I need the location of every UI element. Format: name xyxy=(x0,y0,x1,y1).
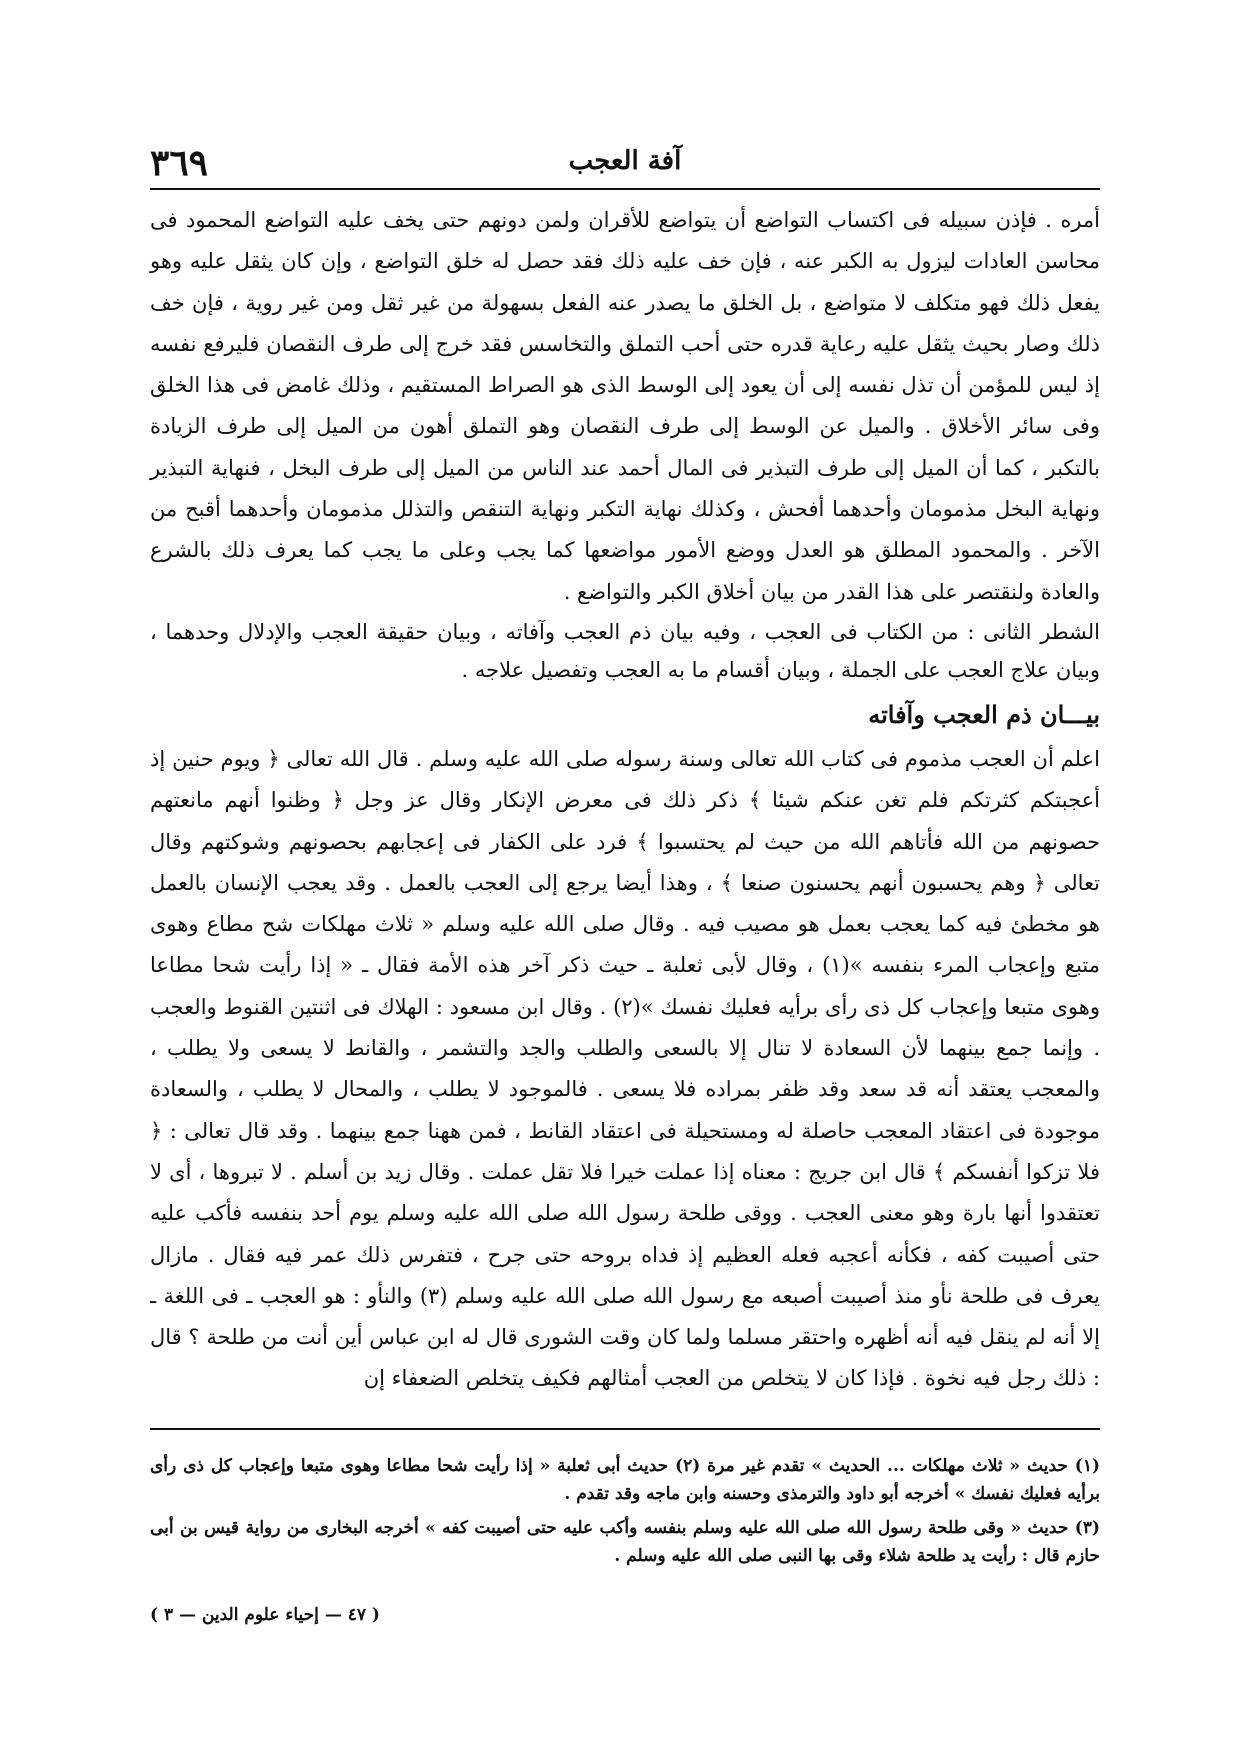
volume-signature: ( ٤٧ — إحياء علوم الدين — ٣ ) xyxy=(150,1605,380,1625)
paragraph: اعلم أن العجب مذموم فى كتاب الله تعالى وسنة رسوله صلى الله عليه وسلم . قال الله تعالى ﴿ ويوم حنين إذ أعجبتكم كثرتكم فلم تغن عنكم شيئا ﴾ ذكر ذلك فى معرض الإنكار وقال عز وجل ﴿ وظنوا أنهم مانعتهم حصونهم من الله فأتاهم الله من حيث لم يحتسبوا ﴾ فرد على الكفار فى إعجابهم بحصونهم وشوكتهم وقال تعالى ﴿ وهم يحسبون أنهم يحسنون صنعا ﴾ ، وهذا أيضا يرجع إلى العجب بالعمل . وقد يعجب الإنسان بالعمل هو مخطئ فيه كما يعجب بعمل هو مصيب فيه . وقال صلى الله عليه وسلم « ثلاث مهلكات شح مطاع وهوى متبع وإعجاب المرء بنفسه »(١) ، وقال لأبى ثعلبة ـ حيث ذكر آخر هذه الأمة فقال ـ « إذا رأيت شحا مطاعا وهوى متبعا وإعجاب كل ذى رأى برأيه فعليك نفسك »(٢) . وقال ابن مسعود : الهلاك فى اثنتين القنوط والعجب . وإنما جمع بينهما لأن السعادة لا تنال إلا بالسعى والطلب والجد والتشمر ، والقانط لا يسعى ولا يطلب ، والمعجب يعتقد أنه قد سعد وقد ظفر بمراده فلا يسعى . فالموجود لا يطلب ، والمحال لا يطلب ، والسعادة موجودة فى اعتقاد المعجب حاصلة له ومستحيلة فى اعتقاد القانط ، فمن ههنا جمع بينهما . وقد قال تعالى : ﴿ فلا تزكوا أنفسكم ﴾ قال ابن جريج : معناه إذا عملت خيرا فلا تقل عملت . وقال زيد بن أسلم . لا تبروها ، أى لا تعتقدوا أنها بارة وهو معنى العجب . ووقى طلحة رسول الله صلى الله عليه وسلم يوم أحد بنفسه فأكب عليه حتى أصيبت كفه ، فكأنه أعجبه فعله العظيم إذ فداه بروحه حتى جرح ، فتفرس ذلك عمر فيه فقال . مازال يعرف فى طلحة نأو منذ أصيبت أصبعه مع رسول الله صلى الله عليه وسلم (٣) والنأو : هو العجب ـ فى اللغة ـ إلا أنه لم ينقل فيه أنه أظهره واحتقر مسلما ولما كان وقت الشورى قال له ابن عباس أين أنت من طلحة ؟ قال : ذلك رجل فيه نخوة . فإذا كان لا يتخلص من العجب أمثالهم فكيف يتخلص الضعفاء إن xyxy=(150,746,1100,1391)
footnotes xyxy=(150,1452,1100,1570)
paragraph: أمره . فإذن سبيله فى اكتساب التواضع أن يتواضع للأقران ولمن دونهم حتى يخف عليه التواضع المحمود فى محاسن العادات ليزول به الكبر عنه ، فإن خف عليه ذلك فقد حصل له خلق التواضع ، وإن كان يثقل عليه وهو يفعل ذلك فهو متكلف لا متواضع ، بل الخلق ما يصدر عنه الفعل بسهولة من غير ثقل ومن غير روية ، فإن خف ذلك وصار بحيث يثقل عليه رعاية قدره حتى أحب التملق والتخاسس فقد خرج إلى طرف النقصان فليرفع نفسه إذ ليس للمؤمن أن تذل نفسه إلى أن يعود إلى الوسط الذى هو الصراط المستقيم ، وذلك غامض فى هذا الخلق وفى سائر الأخلاق . والميل عن الوسط إلى طرف النقصان وهو التملق أهون من الميل إلى طرف الزيادة بالتكبر ، كما أن الميل إلى طرف التبذير فى المال أحمد عند الناس من الميل إلى طرف البخل ، فنهاية التبذير ونهاية البخل مذمومان وأحدهما أفحش ، وكذلك نهاية التكبر ونهاية التنقص والتذلل مذمومان وأحدهما أقبح من الآخر . والمحمود المطلق هو العدل ووضع الأمور مواضعها كما يجب وعلى ما يجب كما يعرف ذلك بالشرع والعادة ولنقتصر على هذا القدر من بيان أخلاق الكبر والتواضع . xyxy=(150,208,1101,604)
running-title: آفة العجب xyxy=(568,146,682,176)
footnote: (٣) حديث « وقى طلحة رسول الله صلى الله عليه وسلم بنفسه وأكب عليه حتى أصيبت كفه » أخرجه البخارى من رواية قيس بن أبى حازم قال : رأيت يد طلحة شلاء وقى بها النبى صلى الله عليه وسلم . xyxy=(150,1517,1100,1566)
page-number: ٣٦٩ xyxy=(150,142,209,184)
book-page xyxy=(150,140,1100,1576)
main-text xyxy=(150,200,1100,1400)
footnote-divider xyxy=(150,1428,1100,1430)
part-introduction: الشطر الثانى : من الكتاب فى العجب ، وفيه بيان ذم العجب وآفاته ، وبيان حقيقة العجب والإدلال وحدهما ، وبيان علاج العجب على الجملة ، وبيان أقسام ما به العجب وتفصيل علاجه . xyxy=(150,619,1100,682)
page-header xyxy=(150,140,1100,190)
section-heading: بيـــان ذم العجب وآفاته xyxy=(868,699,1100,729)
footnote: (١) حديث « ثلاث مهلكات ... الحديث » تقدم غير مرة (٢) حديث أبى ثعلبة « إذا رأيت شحا مطاعا وهوى متبعا وإعجاب كل ذى رأى برأيه فعليك نفسك » أخرجه أبو داود والترمذى وحسنه وابن ماجه وقد تقدم . xyxy=(150,1455,1100,1504)
